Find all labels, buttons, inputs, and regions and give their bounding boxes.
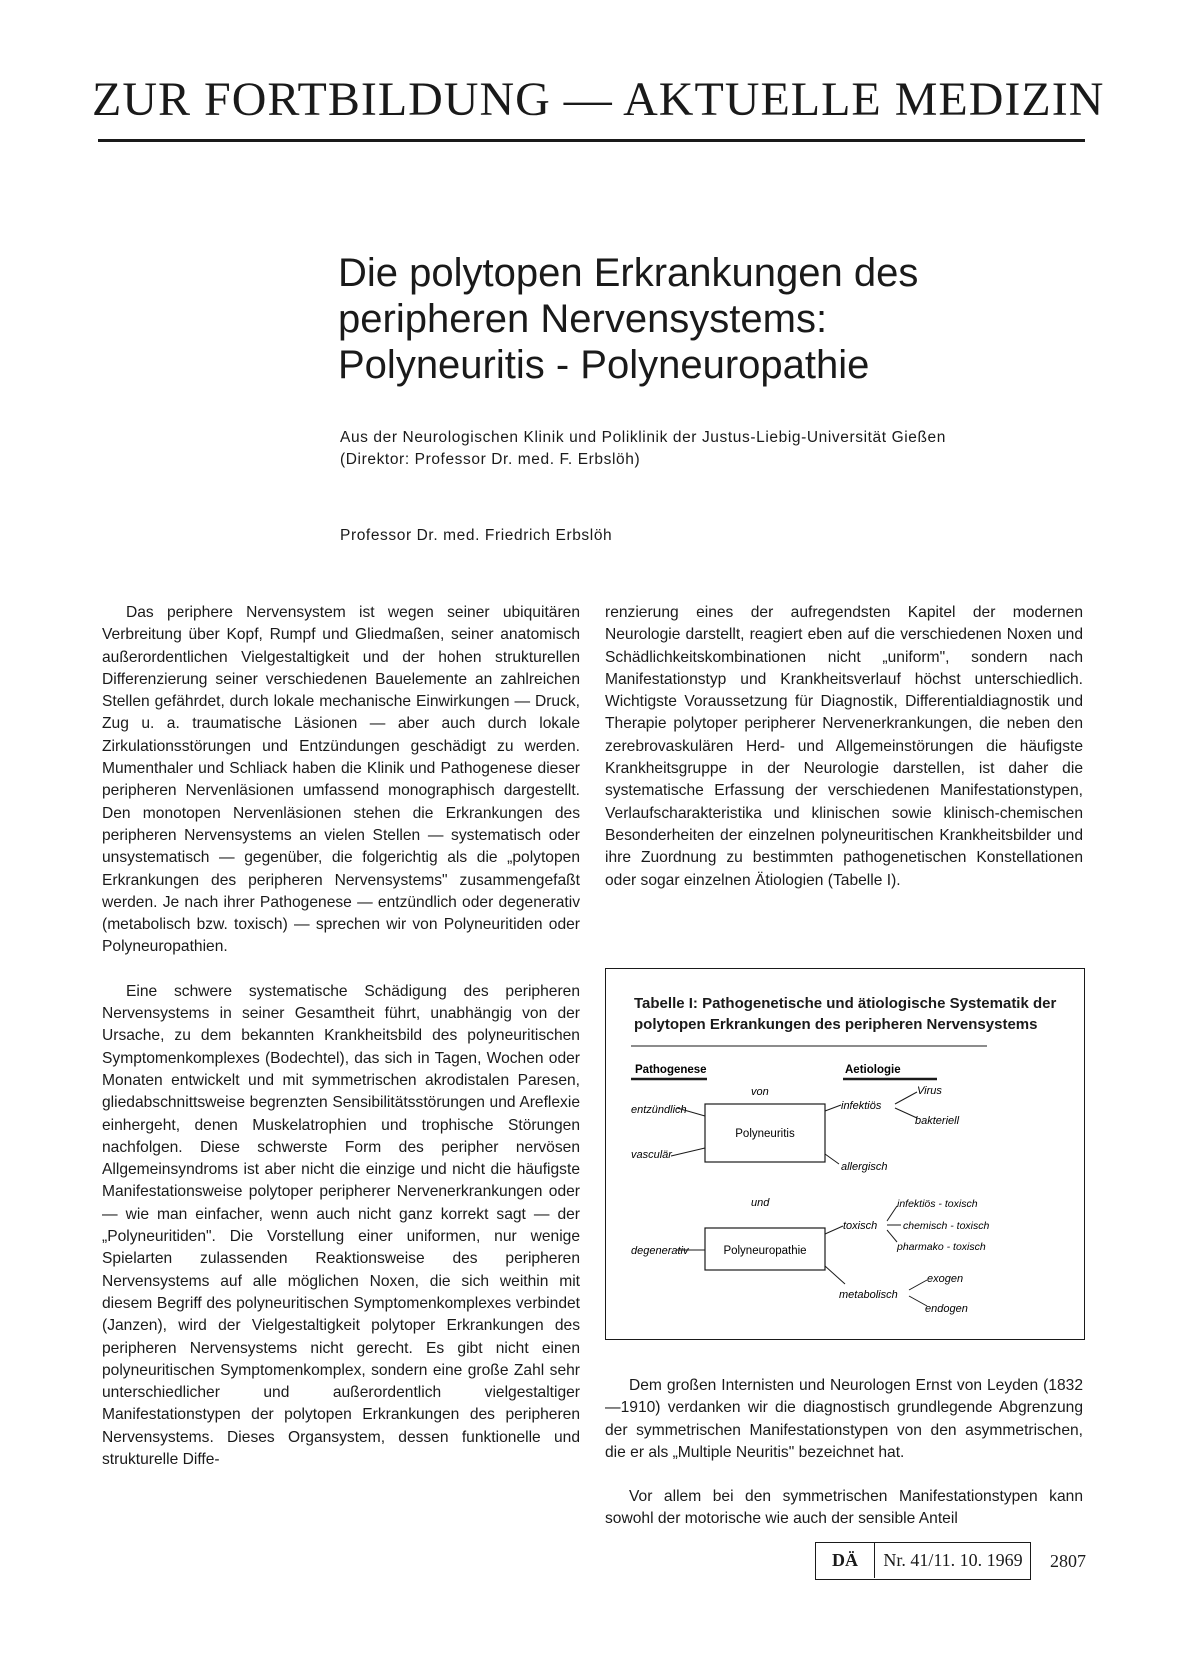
affiliation-line-2: (Direktor: Professor Dr. med. F. Erbslöh) — [340, 451, 641, 468]
label-infektios: infektiös — [841, 1100, 882, 1112]
paragraph: renzierung eines der aufregendsten Kapitel der modernen Neurologie darstellt, reagiert eben auf die verschiedenen Noxen und Schädlichkeitskombinationen nicht „uniform", sondern nach Manifestationstyp und Krankheitsverlauf höchst unterschiedlich. Wichtigste Voraussetzung für Diagnostik, Differentialdiagnostik und Therapie polytoper peripherer Nervenerkrankungen, die neben den zerebrovaskulären Herd- und Allgemeinstörungen die häufigste Krankheitsgruppe in der Neurologie darstellen, ist daher die systematische Erfassung der verschiedenen Manifestationstypen, Verlaufscharakteristika und klinischen sowie klinisch-chemischen Besonderheiten der einzelnen polyneuritischen Krankheitsbilder und ihre Zuordnung zu bestimmten pathogenetischen Konstellationen oder sogar einzelnen Ätiologien (Tabelle I). — [605, 604, 1083, 889]
issue-number: Nr. 41/11. 10. 1969 — [883, 1550, 1023, 1570]
paragraph: Vor allem bei den symmetrischen Manifestationstypen kann sowohl der motorische wie auch der sensible Anteil — [605, 1488, 1083, 1528]
title-line-3: Polyneuritis - Polyneuropathie — [338, 343, 870, 387]
author: Professor Dr. med. Friedrich Erbslöh — [340, 527, 613, 544]
column-header-aetiologie: Aetiologie — [845, 1064, 901, 1076]
label-allergisch: allergisch — [841, 1161, 888, 1173]
label-infektioes-toxisch: infektiös - toxisch — [897, 1198, 978, 1210]
affiliation-line-1: Aus der Neurologischen Klinik und Poliklinik der Justus-Liebig-Universität Gießen — [340, 429, 947, 446]
label-endogen: endogen — [925, 1303, 968, 1315]
title-line-1: Die polytopen Erkrankungen des — [338, 251, 919, 295]
column-header-pathogenese: Pathogenese — [635, 1064, 707, 1076]
label-toxisch: toxisch — [843, 1220, 878, 1232]
paragraph: Eine schwere systematische Schädigung des peripheren Nervensystems in seiner Gesamtheit führt, unabhängig von der Ursache, zu dem bekannten Krankheitsbild des polyneuritischen Symptomenkomplexes (Bodechtel), das sich in Tagen, Wochen oder Monaten entwickelt und mit symmetrischen akrodistalen Paresen, gliedabschnittsweise begrenzten Sensibilitätsstörungen und Areflexie einhergeht, denen Muskelatrophien und trophische Störungen nachfolgen. Diese schwerste Form des peripher nervösen Allgemeinsyndroms ist aber nicht die einzige und nicht die häufigste Manifestationsweise polytoper peripherer Nervenerkrankungen oder — wie man einfacher, wenn auch nicht ganz korrekt sagt — der „Polyneuritiden". Die Vorstellung einer uniformen, nur wenige Spielarten zulassenden Reaktionsweise des peripheren Nervensystems auf alle möglichen Noxen, die sich weithin mit diesem Begriff des polyneuritischen Symptomenkomplexes verbindet (Janzen), wird der Vielgestaltigkeit polytoper Erkrankungen des peripheren Nervensystems nicht gerecht. Es gibt nicht einen polyneuritischen Symptomenkomplex, sondern eine große Zahl sehr unterschiedlicher und außerordentlich vielgestaltiger Manifestationstypen der polytopen Erkrankungen des peripheren Nervensystems. Dieses Organsystem, dessen funktionelle und strukturelle Diffe- — [102, 982, 580, 1468]
label-pharmako-toxisch: pharmako - toxisch — [897, 1241, 986, 1253]
body-column-right-continued — [605, 1375, 1083, 1531]
page-number: 2807 — [1050, 1551, 1086, 1571]
article-title — [338, 250, 1078, 388]
left-item-degenerativ: degenerativ — [631, 1245, 689, 1257]
label-und: und — [751, 1197, 770, 1209]
journal-abbr: DÄ — [816, 1543, 875, 1578]
table-title: Tabelle I: Pathogenetische und ätiologische Systematik der polytopen Erkrankungen des peripheren Nervensystems — [634, 995, 1057, 1033]
label-von: von — [751, 1086, 769, 1098]
body-column-right — [605, 602, 1083, 892]
title-line-2: peripheren Nervensystems: — [338, 297, 828, 341]
label-chemisch-toxisch: chemisch - toxisch — [903, 1220, 990, 1232]
footer-citation — [815, 1542, 1031, 1580]
table-diagram — [605, 968, 1085, 1340]
label-virus: Virus — [917, 1085, 942, 1097]
paragraph: Dem großen Internisten und Neurologen Ernst von Leyden (1832—1910) verdanken wir die diagnostisch grundlegende Abgrenzung der symmetrischen Manifestationstypen von den asymmetrischen, die er als „Multiple Neuritis" bezeichnet hat. — [605, 1377, 1083, 1461]
section-header: ZUR FORTBILDUNG — AKTUELLE MEDIZIN — [92, 73, 1105, 126]
left-item-vasculaer: vasculär — [631, 1149, 672, 1161]
left-item-entzuendlich: entzündlich — [631, 1104, 687, 1116]
label-exogen: exogen — [927, 1273, 964, 1285]
affiliation — [340, 427, 1080, 471]
body-column-left — [102, 602, 580, 1471]
label-metabolisch: metabolisch — [839, 1289, 898, 1301]
label-bakteriell: bakteriell — [915, 1115, 960, 1127]
box-polyneuropathie-label: Polyneuropathie — [723, 1245, 807, 1257]
header-rule — [98, 139, 1085, 142]
box-polyneuritis-label: Polyneuritis — [735, 1128, 795, 1140]
paragraph: Das periphere Nervensystem ist wegen seiner ubiquitären Verbreitung über Kopf, Rumpf und Gliedmaßen, seiner anatomisch außerordentlichen Vielgestaltigkeit und der hohen strukturellen Differenzierung seiner verschiedenen Bauelemente an zahlreichen Stellen gefährdet, durch lokale mechanische Einwirkungen — Druck, Zug u. a. traumatische Läsionen — aber auch durch lokale Zirkulationsstörungen und Entzündungen geschädigt zu werden. Mumenthaler und Schliack haben die Klinik und Pathogenese dieser peripheren Nervenläsionen umfassend monographisch dargestellt. Den monotopen Nervenläsionen stehen die Erkrankungen des peripheren Nervensystems an vielen Stellen — systematisch oder unsystematisch — gegenüber, die folgerichtig als die „polytopen Erkrankungen des peripheren Nervensystems" zusammengefaßt werden. Je nach ihrer Pathogenese — entzündlich oder degenerativ (metabolisch bzw. toxisch) — sprechen wir von Polyneuritiden oder Polyneuropathien. — [102, 604, 580, 956]
